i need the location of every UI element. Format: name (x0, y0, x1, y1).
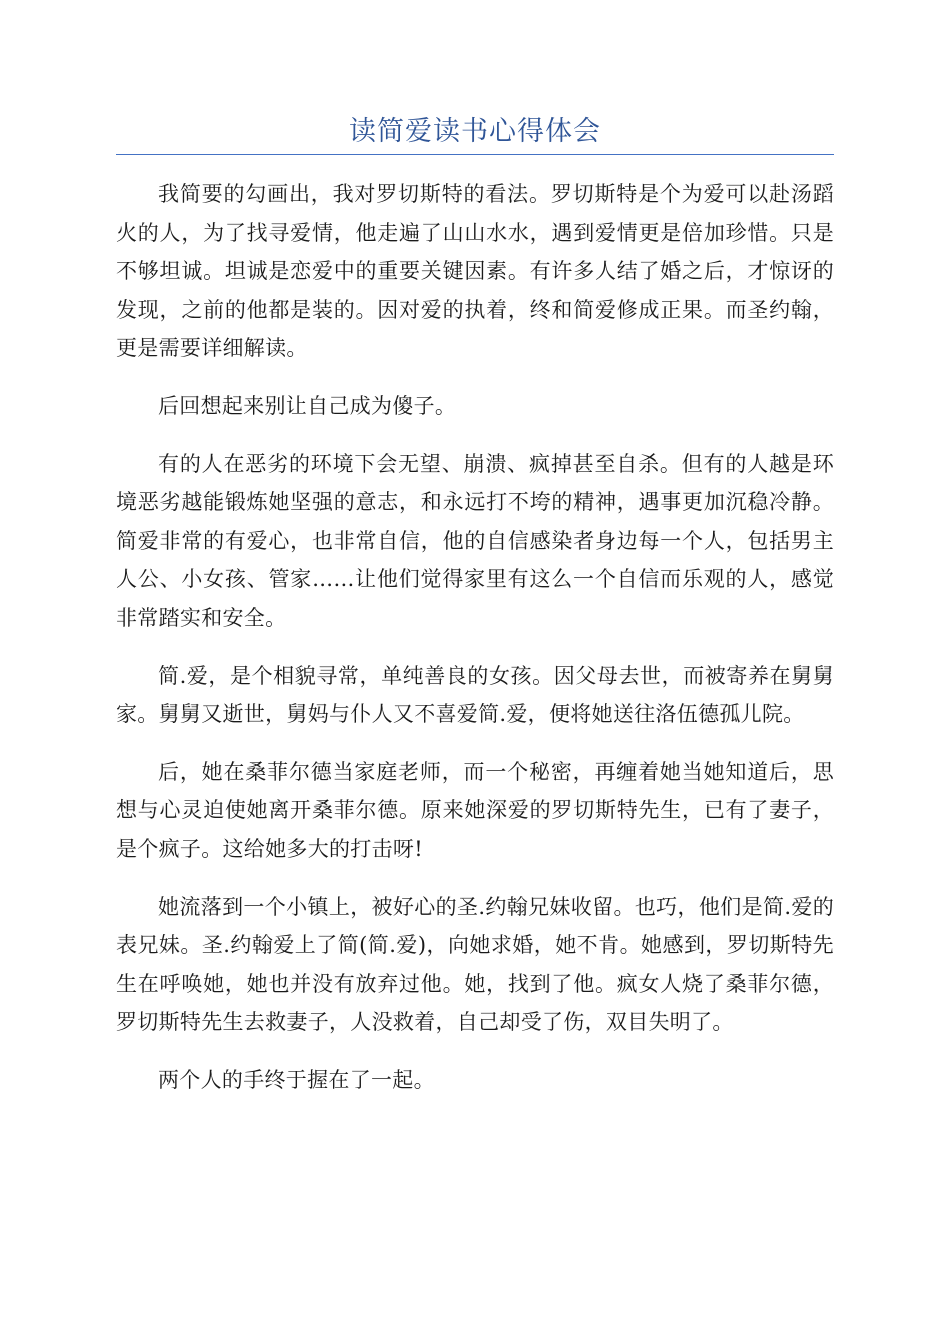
paragraph: 简.爱，是个相貌寻常，单纯善良的女孩。因父母去世，而被寄养在舅舅家。舅舅又逝世，舅妈与仆人又不喜爱简.爱，便将她送往洛伍德孤儿院。 (116, 663, 834, 727)
document-body (116, 175, 834, 1118)
paragraph: 后，她在桑菲尔德当家庭老师，而一个秘密，再缠着她当她知道后，思想与心灵迫使她离开桑菲尔德。原来她深爱的罗切斯特先生，已有了妻子，是个疯子。这给她多大的打击呀! (116, 759, 834, 861)
paragraph: 她流落到一个小镇上，被好心的圣.约翰兄妹收留。也巧，他们是简.爱的表兄妹。圣.约翰爱上了简(简.爱)，向她求婚，她不肯。她感到，罗切斯特先生在呼唤她，她也并没有放弃过他。她，找到了他。疯女人烧了桑菲尔德，罗切斯特先生去救妻子，人没救着，自己却受了伤，双目失明了。 (116, 894, 834, 1035)
paragraph: 我简要的勾画出，我对罗切斯特的看法。罗切斯特是个为爱可以赴汤蹈火的人，为了找寻爱情，他走遍了山山水水，遇到爱情更是倍加珍惜。只是不够坦诚。坦诚是恋爱中的重要关键因素。有许多人结了婚之后，才惊讶的发现，之前的他都是装的。因对爱的执着，终和简爱修成正果。而圣约翰，更是需要详细解读。 (116, 182, 834, 361)
document-title: 读简爱读书心得体会 (349, 116, 601, 147)
paragraph: 两个人的手终于握在了一起。 (158, 1067, 435, 1092)
paragraph: 有的人在恶劣的环境下会无望、崩溃、疯掉甚至自杀。但有的人越是环境恶劣越能锻炼她坚强的意志，和永远打不垮的精神，遇事更加沉稳冷静。简爱非常的有爱心，也非常自信，他的自信感染者身边每一个人，包括男主人公、小女孩、管家……让他们觉得家里有这么一个自信而乐观的人，感觉非常踏实和安全。 (116, 451, 834, 630)
paragraph: 后回想起来别让自己成为傻子。 (158, 393, 457, 418)
title-underline (116, 154, 834, 155)
